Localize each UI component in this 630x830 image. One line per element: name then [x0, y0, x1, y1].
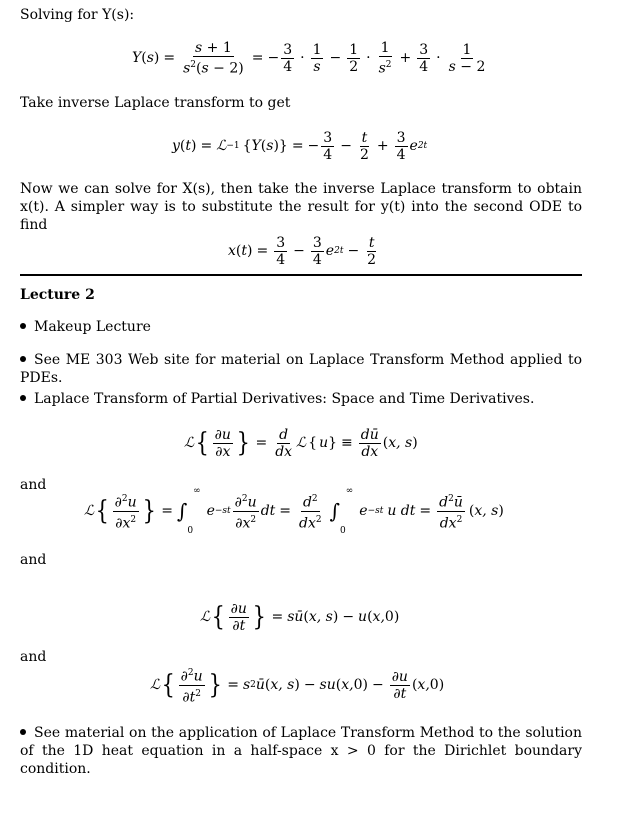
equation-yt: y ( t ) = ℒ −1 { Y ( s )} = − $\frac{3}{4}$ − $\frac{t}{2}$ + $\frac{3}{4}$ e 2t [172, 129, 428, 163]
makeup-text: Makeup Lecture [34, 319, 151, 335]
bullet-icon [20, 395, 26, 401]
equation-xt: x ( t ) = $\frac{3}{4}$ − $\frac{3}{4}$ e 2t − $\frac{t}{2}$ [228, 234, 377, 268]
section-divider [20, 274, 582, 276]
equation-Ys: Y ( s ) = $\frac{s + 1}{s^2(s - 2)}$ = − $\frac{3}{4}$ · $\frac{1}{s}$ − $\frac{1}{2}$ · $\frac{1}{s^2}$ + $\frac{3}{4}$ · $\frac{1}{s - 2}$ [132, 39, 486, 77]
see-material-text: See material on the application of Laplace Transform Method to the solution of the 1D heat equation in a half-space x > 0 for the Dirichlet boundary condition. [20, 725, 582, 777]
see-me303-text: See ME 303 Web site for material on Laplace Transform Method applied to PDEs. [20, 352, 582, 386]
and-text-3: and [20, 649, 47, 665]
equation-lap-dxx: ℒ { $\frac{\partial^2u}{\partial x^2}$ } = ∫ 0 ∞ e −st $\frac{\partial^2u}{\partial x^2}$ dt = $\frac{d^2}{dx^2}$ ∫ 0 ∞ e −st u dt = $\frac{d^2ū}{dx^2}$ ( x, s ) [84, 486, 504, 536]
equation-lap-dt: ℒ { $\frac{\partial u}{\partial t}$ } = sū ( x, s ) − u ( x, 0) [200, 600, 400, 634]
bullet-icon [20, 729, 26, 735]
makeup-item [20, 318, 151, 336]
equation-lap-dx: ℒ { $\frac{\partial u}{\partial x}$ } = $\frac{d}{dx}$ ℒ { u } ≡ $\frac{dū}{dx}$ ( x, s ) [184, 426, 418, 460]
see-me303-item [20, 351, 582, 387]
laplace-partial-item [20, 390, 534, 408]
bullet-icon [20, 356, 26, 362]
bullet-icon [20, 323, 26, 329]
equation-lap-dtt: ℒ { $\frac{\partial^2u}{\partial t^2}$ } = s 2 ū ( x, s ) − su ( x, 0) − $\frac{\partial u}{\partial t}$ ( x, 0) [150, 660, 444, 710]
and-text-1: and [20, 477, 47, 493]
and-text-2: and [20, 552, 47, 568]
solving-text: Solving for Y(s): [20, 7, 135, 23]
lecture-heading: Lecture 2 [20, 287, 95, 303]
laplace-partial-text: Laplace Transform of Partial Derivatives: Space and Time Derivatives. [34, 391, 535, 407]
see-material-item [20, 724, 582, 778]
take-inverse-text: Take inverse Laplace transform to get [20, 95, 291, 111]
now-solve-paragraph: Now we can solve for X(s), then take the inverse Laplace transform to obtain x(t). A simpler way is to substitute the result for y(t) into the second ODE to find [20, 181, 582, 233]
